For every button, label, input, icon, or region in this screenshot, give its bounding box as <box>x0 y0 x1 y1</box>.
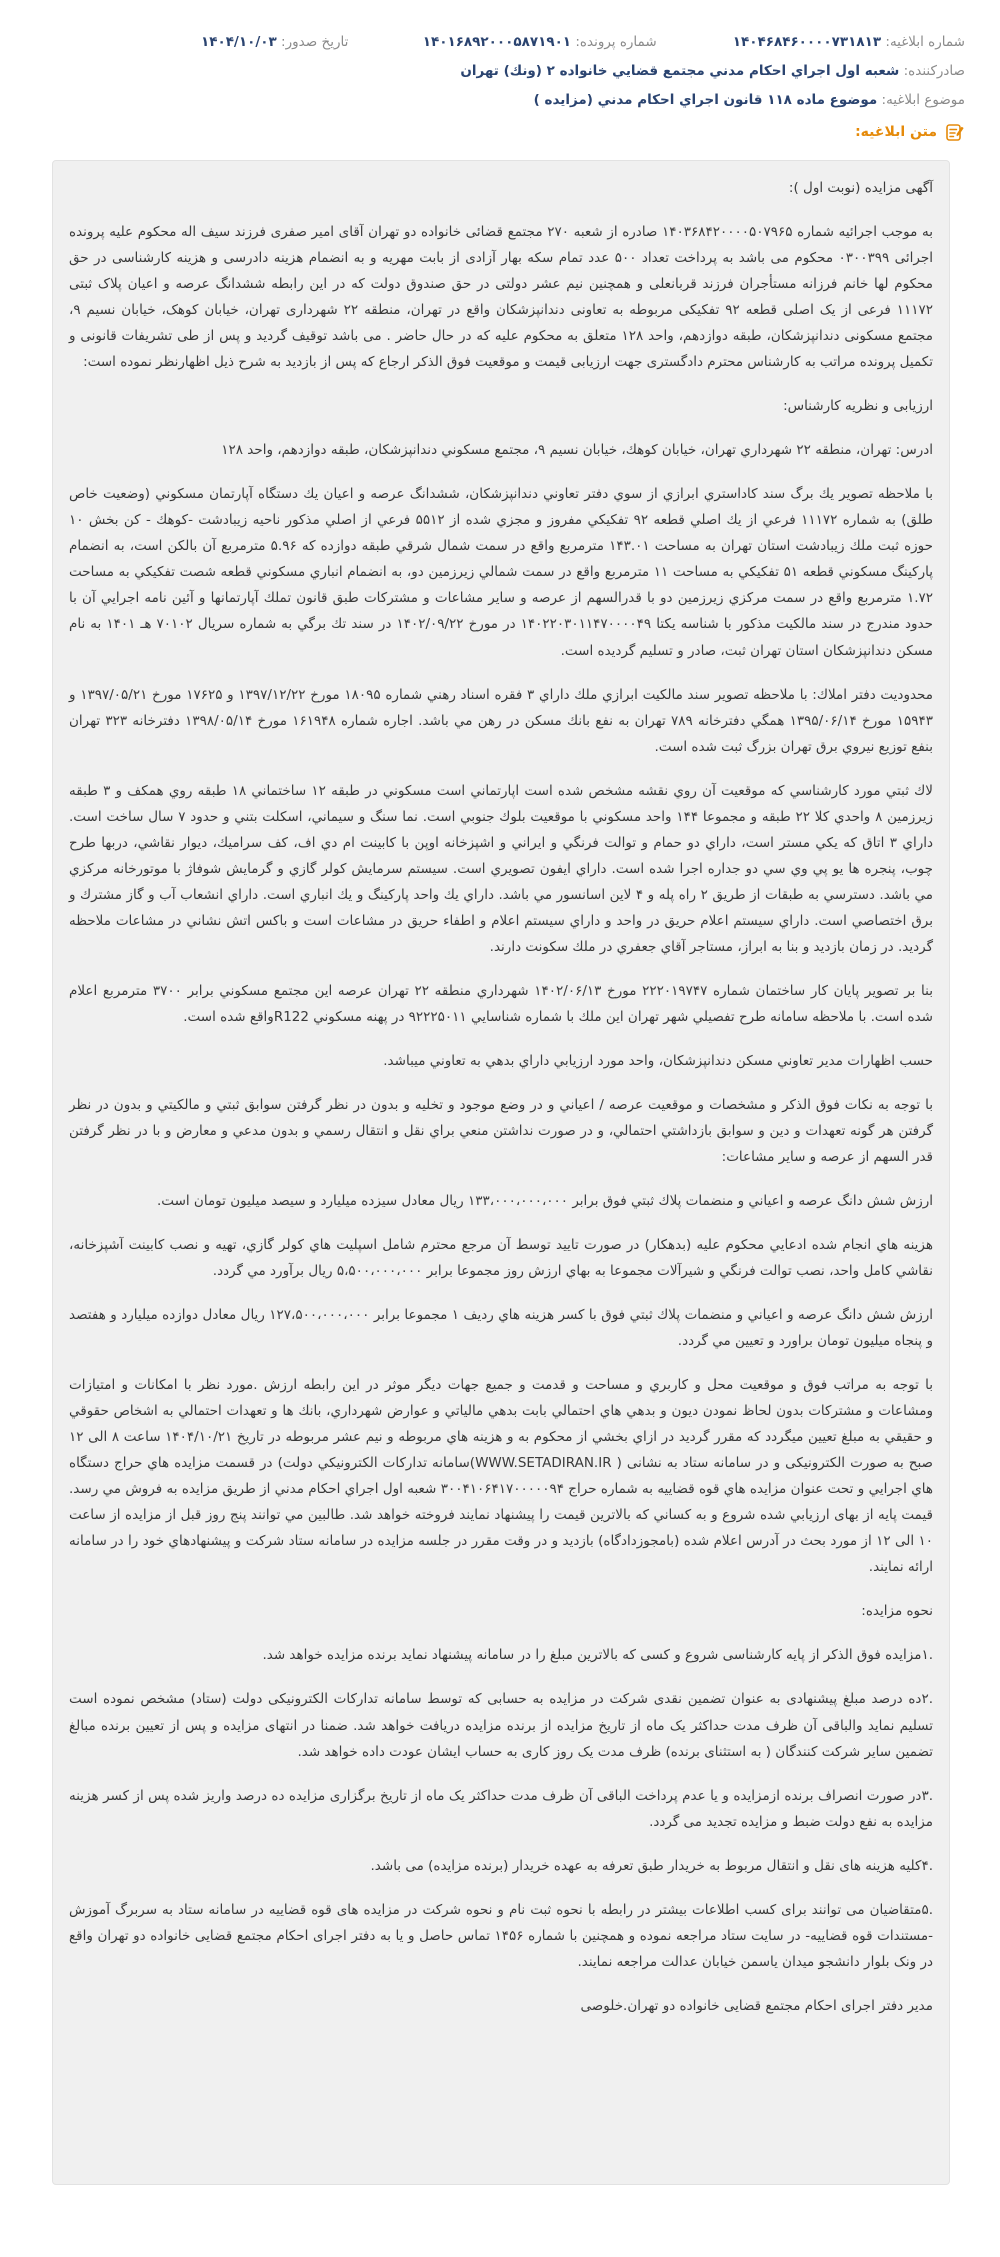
execution-order-paragraph: به موجب اجرائیه شماره ۱۴۰۳۶۸۴۲۰۰۰۰۵۰۷۹۶۵ صادره از شعبه ۲۷۰ مجتمع قضائی خانواده دو تهران آقای امیر صفری فرزند سیف اله محکوم علیه پرونده اجرائی ۰۳۰۰۳۹۹ محکوم می باشد به پرداخت تعداد ۵۰۰ عدد تمام سکه بهار آزادی از بابت مهریه و به انضمام هزینه دادرسی و هزینه کارشناسی در حق محکوم لها خانم فرزانه مستأجران فرزند قربانعلی و همچنین نیم عشر دولتی در حق صندوق دولت که در این رابطه ششدانگ عرصه و اعیان پلاک ثبتی ۱۱۱۷۲ فرعی از یک اصلی قطعه ۹۲ تفکیکی مربوطه به تعاونی دندانپزشکان واقع در تهران، منطقه ۲۲ شهرداری تهران، خیابان کوهک، خیابان نسیم ۹، مجتمع مسکونی دندانپزشکان، طبقه دوازدهم، واحد ۱۲۸ متعلق به محکوم علیه که در حال حاضر . می باشد توقیف گردید و پس از طی تشریفات قانونی و تکمیل پرونده مراتب به کارشناس محترم دادگستری جهت ارزیابی قیمت و موقعیت فوق الذکر ارجاع که پس از بازدید به شرح ذیل اظهارنظر نموده است: <box>69 224 933 371</box>
case-number: ۱۴۰۱۶۸۹۲۰۰۰۵۸۷۱۹۰۱ <box>422 33 572 50</box>
notice-body-box <box>52 160 950 2185</box>
issuer-row <box>40 56 965 85</box>
procedure-item-5: .۵متقاضیان می توانند برای کسب اطلاعات بیشتر در رابطه با نحوه ثبت نام و نحوه شرکت در مزایده های قوه قضاییه در سامانه ستاد به سربرگ آموزش -مستندات قوه قضاییه- در سایت ستاد مراجعه نموده و همچنین با شماره ۱۴۵۶ تماس حاصل و یا به دفتر اجرای احکام مجتمع قضایی خانواده دو تهران واقع در ونک بلوار دانشجو میدان یاسمن خیابان عدالت مراجعه نمایند. <box>69 1901 933 1970</box>
building-completion: بنا بر تصوير پايان كار ساختمان شماره ۲۲۲۰۱۹۷۴۷ مورخ ۱۴۰۲/۰۶/۱۳ شهرداري منطقه ۲۲ تهران عرصه اين مجتمع مسكوني برابر ۳۷۰۰ مترمربع اعلام شده است. با ملاحظه سامانه طرح تفصيلي شهر تهران اين ملك با شماره شناسايي ۹۲۲۲۵۰۱۱ در پهنه مسكوني R122واقع شده است. <box>69 982 934 1025</box>
notice-text-label: متن ابلاغیه: <box>855 124 937 140</box>
procedure-item-2: .۲ده درصد مبلغ پیشنهادی به عنوان تضمین نقدی شرکت در مزایده به حسابی که توسط سامانه تدارکات الکترونیکی دولت (ستاد) مشخص نموده است تسلیم نماید والباقی آن ظرف مدت حداکثر یک ماه از تاریخ مزایده از برنده مزایده دریافت خواهد شد. ضمنا در انتهای مزایده و پس از تعیین برنده مبالغ تضمین سایر شرکت کنندگان ( به استثنای برنده) ظرف مدت یک روز کاری به حساب ایشان عودت داده خواهد شد. <box>69 1691 933 1760</box>
notice-text-icon <box>945 122 965 142</box>
notice-number-label: شماره ابلاغیه: <box>885 33 965 50</box>
procedure-item-3: .۳در صورت انصراف برنده ازمزایده و یا عدم پرداخت الباقی آن ظرف مدت حداکثر یک ماه از تاریخ برگزاری مزایده ده درصد واریز شده پس از کسر هزینه مزایده به نفع دولت ضبط و مزایده تجدید می گردد. <box>69 1787 933 1830</box>
net-valuation: ارزش شش دانگ عرصه و اعياني و منضمات پلاك ثبتي فوق با كسر هزينه هاي رديف ۱ مجموعا برابر ۱۲۷،۵۰۰،۰۰۰،۰۰۰ ريال معادل دوازده ميليارد و هفتصد و پنجاه ميليون تومان براورد و تعيين مي گردد. <box>69 1307 933 1350</box>
property-description: لاك ثبتي مورد كارشناسي كه موقعيت آن روي نقشه مشخص شده است اپارتماني است مسكوني در طبقه ۱۲ ساختماني ۱۸ طبقه روي همكف و ۳ طبقه زيرزمين ۸ واحدي كلا ۲۲ طبقه و مجموعا ۱۴۴ واحد مسكوني با موقعيت بلوك جنوبي است. نما سنگ و سيماني، اسكلت بتني و حدود ۷ سال ساخت است. داراي ۳ اتاق كه يكي مستر است، داراي دو حمام و توالت فرنگي و ايراني و اشپزخانه اوپن با كابينت ام دي اف، كف سراميك، ديوار نقاشي، دربها طرح چوب، پنجره ها يو پي وي سي دو جداره اجرا شده است. داراي ايفون تصويري است. سيستم سرمايش كولر گازي و گرمايش شوفاژ با موتورخانه مركزي مي باشد. دسترسي به طبقات از طريق ۲ راه پله و ۴ لاين اسانسور مي باشد. داراي يك واحد پاركينگ و يك انباري است. داراي انشعاب آب و گاز مشترك و برق اختصاصي است. داراي سيستم اعلام حريق در واحد و داراي سيستم اعلام و اطفاء حريق در مشاعات است و باكس اتش نشاني در مشاعات ملاحظه گرديد. در زمان بازديد و بنا به ابراز، مستاجر آقاي جعفري در ملك سكونت دارند. <box>69 782 934 955</box>
notice-number: ۱۴۰۴۶۸۴۶۰۰۰۰۷۳۱۸۱۳ <box>732 33 882 50</box>
issue-date-item <box>40 34 348 50</box>
procedure-item-1: .۱مزایده فوق الذکر از پایه کارشناسی شروع و کسی که بالاترین مبلغ را در سامانه پیشنهاد نماید برنده مزایده خواهد شد. <box>262 1647 933 1664</box>
expert-opinion-heading: ارزیابی و نظریه کارشناس: <box>783 398 933 415</box>
full-valuation: ارزش شش دانگ عرصه و اعياني و منضمات پلاك ثبتي فوق برابر ۱۳۳،۰۰۰،۰۰۰،۰۰۰ ريال معادل سيزده ميليارد و سيصد ميليون تومان است. <box>157 1193 933 1210</box>
issue-date-label: تاریخ صدور: <box>281 33 349 50</box>
deed-description: با ملاحظه تصوير يك برگ سند كاداستري ابرازي از سوي دفتر تعاوني دندانپزشكان، ششدانگ عرصه و اعيان يك دستگاه آپارتمان مسكوني (وضعيت خاص طلق) به شماره ۱۱۱۷۲ فرعي از يك اصلي قطعه ۹۲ تفكيكي مفروز و مجزي شده از ۵۵۱۲ فرعي از اصلي مذكور ناحيه زيبادشت -كوهك - كن بخش ۱۰ حوزه ثبت ملك زيبادشت استان تهران به مساحت ۱۴۳.۰۱ مترمربع واقع در سمت شمال شرقي طبقه دوازده كه ۵.۹۶ مترمربع آن بالكن است، به انضمام پاركينگ مسكوني قطعه ۵۱ تفكيكي به مساحت ۱۱ مترمربع واقع در سمت شمالي زيرزمين دو، به انضمام انباري مسكوني قطعه شصت تفكيكي به مساحت ۱.۷۲ مترمربع واقع در سمت مركزي زيرزمين دو با قدرالسهم از عرصه و ساير مشاعات و مشتركات طبق قانون تملك آپارتمانها و آئين نامه اجرايي آن با حدود مندرج در سند مالكيت مذكور با شناسه يكتا ۱۴۰۲۲۰۳۰۱۱۴۷۰۰۰۰۴۹ در مورخ ۱۴۰۲/۰۹/۲۲ در سند تك برگي به شماره سريال ۷۰۱۰۲ هـ ۱۴۰۱ به نام مسكن دندانپزشكان استان تهران ثبت، صادر و تسليم گرديده است. <box>69 486 933 659</box>
case-number-label: شماره پرونده: <box>575 33 657 50</box>
property-address: ادرس: تهران، منطقه ۲۲ شهرداري تهران، خيابان كوهك، خيابان نسيم ۹، مجتمع مسكوني دندانپزشكان، طبقه دوازدهم، واحد ۱۲۸ <box>221 442 933 459</box>
notice-header <box>40 27 965 114</box>
notice-number-item <box>657 34 965 50</box>
auction-title: آگهی مزایده (نوبت اول ): <box>788 180 933 196</box>
notice-text-heading <box>855 122 965 142</box>
notice-meta-row <box>40 27 965 56</box>
auction-details: با توجه به مراتب فوق و موقعيت محل و كاربري و مساحت و قدمت و جميع جهات ديگر موثر در اين رابطه ارزش .مورد نظر با امكانات و امتيازات ومشاعات و مشتركات بدون لحاظ نمودن ديون و بدهي هاي احتمالي بابت بدهي مالياتي و عوارض شهرداري، بانك ها و تعهدات احتمالي به اشخاص حقوقي و حقيقي به مبلغ تعيين ميگردد كه مقرر گرديد در ازاي بخشي از محكوم به و هزينه هاي مربوطه و نيم عشر مربوطه در تاريخ ۱۴۰۴/۱۰/۲۱ ساعت ۸ الی ۱۲ صبح به صورت الكترونیكی و در سامانه ستاد به نشانی ( WWW.SETADIRAN.IR)سامانه تداركات الكترونيكي دولت) در قسمت مزايده هاي حراج دستگاه هاي اجرايي و تحت عنوان مزايده هاي قوه قضاييه به شماره حراج ۳۰۰۴۱۰۶۴۱۷۰۰۰۰۰۹۴ شعبه اول اجراي احكام مدني از طريق مزايده به فروش مي رسد. قيمت پايه از بهای ارزيابي شده شروع و به كساني كه بالاترين قيمت را پيشنهاد نمايند فروخته خواهد شد. طالبين مي توانند پنج روز قبل از مزايده از ساعت ۱۰ الی ۱۲ از مورد بحث در آدرس اعلام شده (بامجوزدادگاه) بازديد و در وقت مقرر در جلسه مزايده در سامانه ستاد شركت و پيشنهادهاي خود را در سامانه ارائه نمايند. <box>69 1377 933 1576</box>
subject-row <box>40 85 965 114</box>
signature: مدیر دفتر اجرای احکام مجتمع قضایی خانواده دو تهران.خلوصی <box>580 1997 933 2014</box>
claimed-expenses: هزينه هاي انجام شده ادعايي محكوم عليه (بدهكار) در صورت تاييد توسط آن مرجع محترم شامل اسپليت هاي كولر گازي، تهيه و نصب كابينت آشپزخانه، نقاشي كامل واحد، نصب توالت فرنگي و شيرآلات مجموعا به بهاي ارزش روز مجموعا برابر ۵،۵۰۰،۰۰۰،۰۰۰ ريال برآورد مي گردد. <box>69 1237 933 1280</box>
valuation-conditions: با توجه به نكات فوق الذكر و مشخصات و موقعيت عرصه / اعياني و در وضع موجود و تخليه و بدون در نظر گرفتن سوابق ثبتي و مالكيتي و بدون در نظر گرفتن هر گونه تعهدات و دين و سوابق بازداشتي احتمالي، و در صورت نداشتن منعي براي نقل و انتقال رسمي و بدون مدعي و معارض و با در نظر گرفتن قدر السهم از عرصه و ساير مشاعات: <box>69 1096 933 1166</box>
issue-date: ۱۴۰۴/۱۰/۰۳ <box>200 33 277 50</box>
case-number-item <box>348 34 656 50</box>
subject-text: موضوع ماده ۱۱۸ قانون اجراي احكام مدني (مزايده ) <box>533 91 878 108</box>
auction-procedure-heading: نحوه مزایده: <box>861 1603 933 1620</box>
cooperative-debt: حسب اظهارات مدير تعاوني مسكن دندانپزشكان، واحد مورد ارزيابي داراي بدهي به تعاوني ميباشد. <box>383 1052 933 1069</box>
issuer-name: شعبه اول اجراي احكام مدني مجتمع قضايي خانواده ۲ (ونك) تهران <box>460 62 900 79</box>
issuer-label: صادرکننده: <box>903 62 965 79</box>
registry-restrictions: محدوديت دفتر املاك: با ملاحظه تصوير سند مالكيت ابرازي ملك داراي ۳ فقره اسناد رهني شماره ۱۸۰۹۵ مورخ ۱۳۹۷/۱۲/۲۲ و ۱۷۶۲۵ مورخ ۱۳۹۷/۰۵/۲۱ و ۱۵۹۴۳ مورخ ۱۳۹۵/۰۶/۱۴ همگي دفترخانه ۷۸۹ تهران به نفع بانك مسكن در رهن مي باشد. اجاره شماره ۱۶۱۹۴۸ مورخ ۱۳۹۸/۰۵/۱۴ دفترخانه ۳۲۳ تهران بنفع توزيع نيروي برق تهران بزرگ ثبت شده است. <box>69 686 933 755</box>
procedure-item-4: .۴کلیه هزینه های نقل و انتقال مربوط به خریدار طبق تعرفه به عهده خریدار (برنده مزایده) می باشد. <box>370 1857 933 1874</box>
subject-label: موضوع ابلاغیه: <box>881 91 965 108</box>
